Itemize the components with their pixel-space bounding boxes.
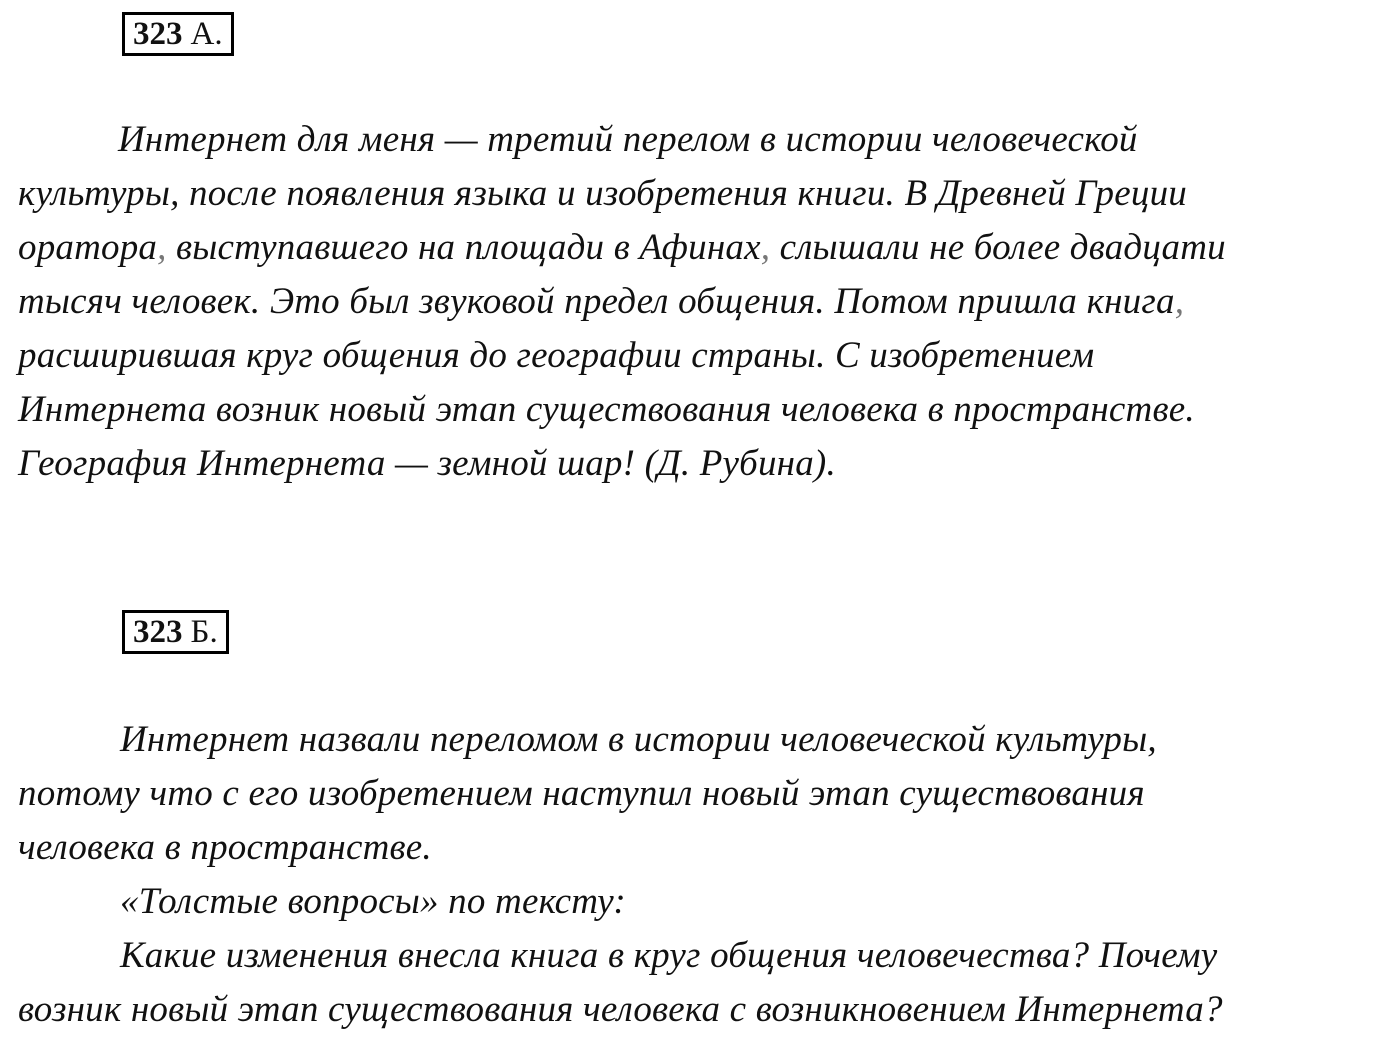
paragraph-b: [18, 713, 1363, 1037]
exercise-number-badge-a: [122, 12, 234, 56]
highlighted-comma: ,: [760, 227, 771, 268]
highlighted-comma: ,: [1174, 281, 1185, 322]
text-fragment: выступавшего на площади в Афинах: [166, 227, 761, 268]
exercise-number-badge-b: [122, 610, 229, 654]
text-line: человека в пространстве.: [18, 827, 432, 868]
exercise-number: 323: [133, 613, 183, 650]
exercise-number: 323: [133, 15, 183, 52]
paragraph-a: [18, 113, 1363, 491]
text-line: [18, 221, 1363, 275]
text-line: Интернет назвали переломом в истории человеческой культуры,: [120, 719, 1157, 760]
highlighted-comma: ,: [157, 227, 167, 268]
text-line: Интернета возник новый этап существования человека в пространстве.: [18, 389, 1195, 430]
exercise-letter: А.: [190, 15, 223, 52]
text-line: Какие изменения внесла книга в круг общения человечества? Почему: [120, 935, 1218, 976]
text-line: культуры, после появления языка и изобретения книги. В Древней Греции: [18, 173, 1187, 214]
text-line: География Интернета — земной шар! (Д. Рубина).: [18, 443, 836, 484]
text-line: «Толстые вопросы» по тексту:: [120, 881, 626, 922]
text-fragment: тысяч человек. Это был звуковой предел общения. Потом пришла книга: [18, 281, 1175, 322]
exercise-letter: Б.: [190, 613, 218, 650]
text-line: возник новый этап существования человека с возникновением Интернета?: [18, 989, 1223, 1030]
text-line: потому что с его изобретением наступил новый этап существования: [18, 773, 1145, 814]
text-line: расширившая круг общения до географии страны. С изобретением: [18, 335, 1095, 376]
text-line: [18, 275, 1363, 329]
text-line: Интернет для меня — третий перелом в истории человеческой: [118, 119, 1138, 160]
text-fragment: слышали не более двадцати: [770, 227, 1226, 268]
text-fragment: оратора: [18, 227, 158, 268]
